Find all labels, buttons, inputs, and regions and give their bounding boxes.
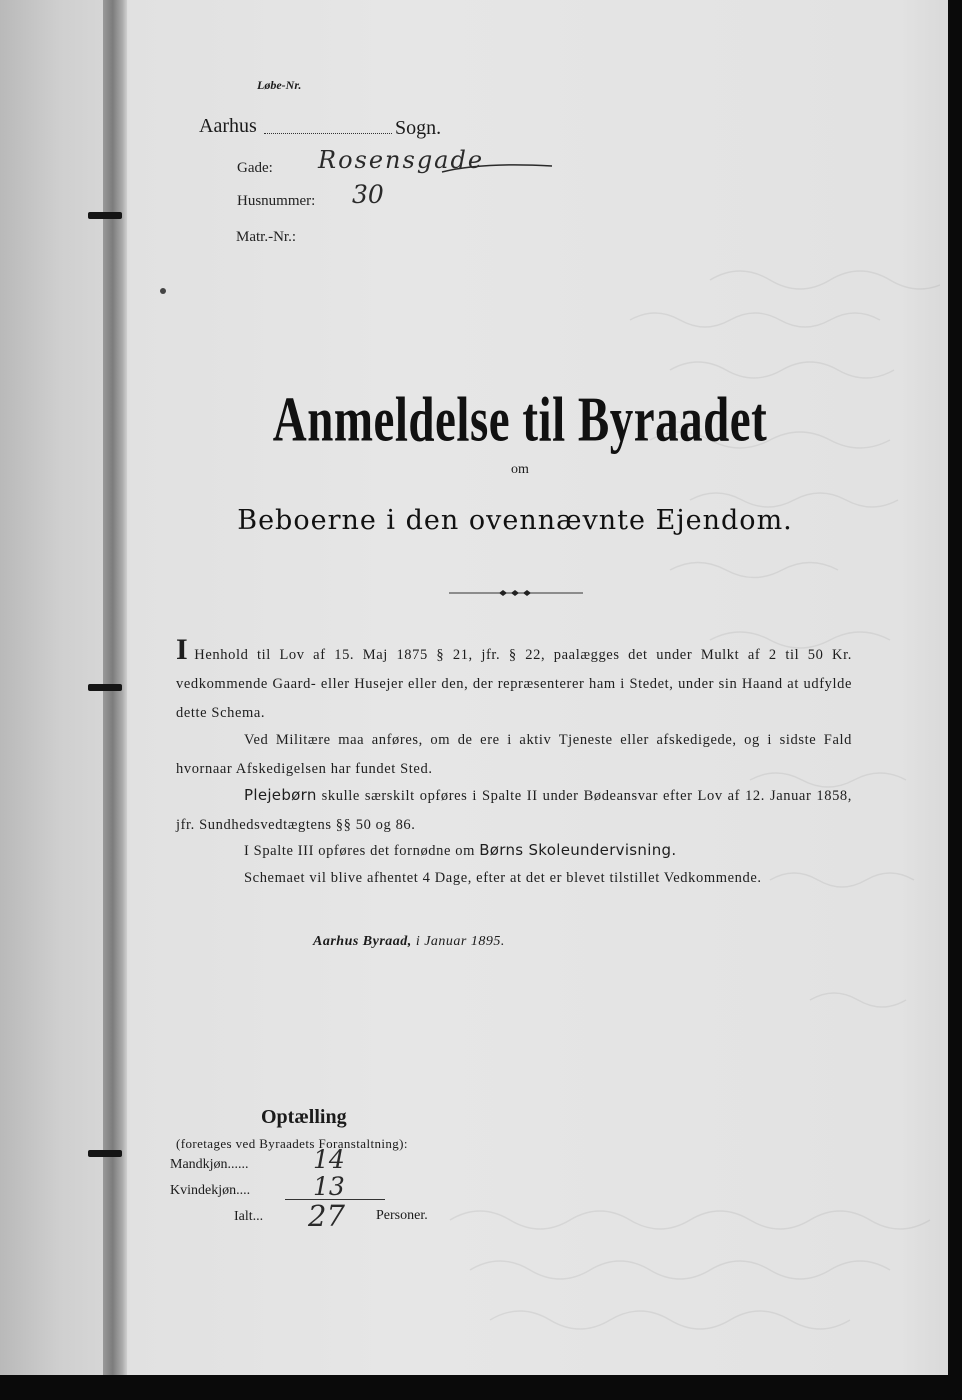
instruction-paragraph-1 — [176, 633, 852, 728]
men-value[interactable]: 14 — [313, 1145, 345, 1174]
women-value[interactable]: 13 — [313, 1172, 345, 1201]
house-number-value[interactable]: 30 — [352, 180, 384, 209]
men-label: Mandkjøn...... — [170, 1157, 249, 1172]
count-heading: Optælling — [261, 1106, 347, 1128]
total-label: Ialt... — [234, 1209, 264, 1224]
total-unit: Personer. — [376, 1208, 428, 1223]
instruction-paragraph-2 — [176, 726, 852, 784]
street-label: Gade: — [237, 160, 273, 176]
dropcap: I — [176, 633, 189, 666]
house-number-label: Husnummer: — [237, 193, 316, 209]
parish-city: Aarhus — [199, 115, 257, 137]
instruction-paragraph-5 — [176, 864, 852, 893]
instruction-paragraph-4 — [176, 836, 852, 866]
binding-stitch — [88, 684, 122, 691]
ornamental-rule — [449, 586, 585, 600]
signature-authority: Aarhus Byraad, — [313, 934, 412, 949]
matr-label: Matr.-Nr.: — [236, 229, 296, 245]
lobe-nr-label: Løbe-Nr. — [257, 78, 302, 92]
count-note: (foretages ved Byraadets Foranstaltning): — [176, 1136, 408, 1151]
page-title: Anmeldelse til Byraadet — [272, 385, 768, 456]
women-label: Kvindekjøn.... — [170, 1183, 251, 1198]
total-value[interactable]: 27 — [308, 1199, 345, 1233]
emphasis-skoleundervisning: Børns Skoleundervisning. — [479, 841, 677, 859]
instruction-text-5: Schemaet vil blive afhentet 4 Dage, efter at det er blevet tilstillet Vedkommende. — [244, 870, 762, 886]
parish-suffix: Sogn. — [395, 117, 442, 139]
signature-date: i Januar 1895. — [415, 934, 505, 949]
page-subtitle: Beboerne i den ovennævnte Ejendom. — [237, 505, 793, 536]
street-flourish — [440, 160, 560, 180]
parish-dotted-line — [264, 133, 392, 134]
instruction-text-2: Ved Militære maa anføres, om de ere i aktiv Tjeneste eller afskedigede, og i sidste Fald hvornaar Afskedigelsen har fundet Sted. — [176, 732, 852, 777]
emphasis-plejeborn: Plejebørn — [244, 786, 317, 804]
street-value[interactable]: Rosensgade — [318, 146, 485, 174]
signature-line — [313, 934, 505, 950]
binding-stitch — [88, 1150, 122, 1157]
instruction-paragraph-3 — [176, 781, 852, 840]
instruction-text-1: Henhold til Lov af 15. Maj 1875 § 21, jfr. § 22, paalægges det under Mulkt af 2 til 50 Kr. vedkommende Gaard- eller Husejer eller den, der repræsenterer ham i Stedet, under sin Haand at udfylde dette Schema. — [176, 647, 852, 721]
instruction-text-3: skulle særskilt opføres i Spalte II under Bødeansvar efter Lov af 12. Januar 1858, jfr. Sundhedsvedtægtens §§ 50 og 86. — [176, 788, 852, 833]
instruction-text-4: I Spalte III opføres det fornødne om — [244, 843, 475, 859]
title-connector: om — [511, 462, 529, 477]
binding-stitch — [88, 212, 122, 219]
ink-speck — [160, 288, 166, 294]
